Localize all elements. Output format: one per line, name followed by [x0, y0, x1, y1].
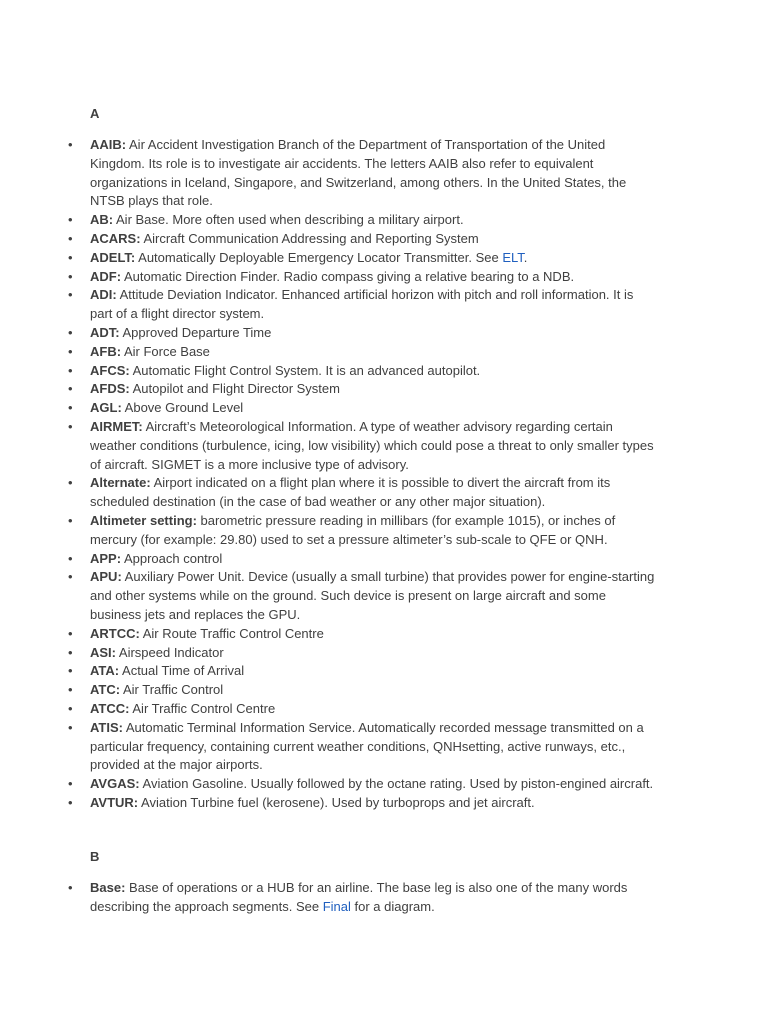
glossary-term: ADI:	[90, 287, 117, 303]
glossary-definition: Automatic Terminal Information Service. Automatically recorded message transmitted on a particular frequency, containing current weather conditions, QNHsetting, active runways, etc., provided at the major airports.	[90, 719, 644, 773]
glossary-definition: Automatic Flight Control System. It is an advanced autopilot.	[129, 362, 481, 378]
glossary-entry	[90, 719, 656, 775]
glossary-term: AB:	[90, 212, 114, 228]
glossary-definition: Aircraft’s Meteorological Information. A type of weather advisory regarding certain weather conditions (turbulence, icing, low visibility) which could pose a threat to only smaller types of aircraft. SIGMET is a more inclusive type of advisory.	[90, 418, 654, 472]
glossary-term: AFB:	[90, 343, 122, 359]
glossary-entry	[90, 136, 656, 211]
glossary-definition: Autopilot and Flight Director System	[129, 381, 340, 397]
glossary-definition: Air Traffic Control	[120, 682, 224, 698]
glossary-definition-tail: .	[523, 249, 528, 265]
glossary-entry	[90, 568, 656, 624]
glossary-entry	[90, 268, 656, 287]
glossary-term: APU:	[90, 569, 122, 585]
glossary-term: AIRMET:	[90, 418, 143, 434]
glossary-term: ADF:	[90, 268, 122, 284]
cross-reference-link[interactable]: Final	[322, 898, 351, 914]
glossary-definition-tail: for a diagram.	[350, 898, 435, 914]
glossary-entry	[90, 644, 656, 663]
glossary-entry	[90, 211, 656, 230]
glossary-list-b	[90, 879, 656, 917]
glossary-definition: Actual Time of Arrival	[119, 663, 245, 679]
glossary-entry	[90, 474, 656, 512]
glossary-entry	[90, 343, 656, 362]
glossary-entry	[90, 775, 656, 794]
glossary-definition: Aviation Turbine fuel (kerosene). Used by turboprops and jet aircraft.	[138, 794, 535, 810]
glossary-entry	[90, 380, 656, 399]
glossary-definition: Air Force Base	[121, 343, 210, 359]
glossary-term: ATA:	[90, 663, 120, 679]
glossary-definition: Approach control	[121, 550, 223, 566]
glossary-entry	[90, 550, 656, 569]
glossary-entry	[90, 879, 656, 917]
glossary-definition: Aircraft Communication Addressing and Reporting System	[140, 230, 479, 246]
glossary-entry	[90, 625, 656, 644]
cross-reference-link[interactable]: ELT	[502, 249, 524, 265]
glossary-term: ASI:	[90, 644, 116, 660]
glossary-term: Base:	[90, 880, 126, 895]
glossary-term: ATIS:	[90, 719, 123, 735]
glossary-definition: Air Route Traffic Control Centre	[139, 625, 324, 641]
glossary-term: ADT:	[90, 324, 120, 340]
glossary-term: ACARS:	[90, 230, 141, 246]
glossary-entry	[90, 794, 656, 813]
glossary-entry	[90, 512, 656, 550]
glossary-term: AVTUR:	[90, 794, 139, 810]
section-heading-b: B	[90, 849, 100, 864]
glossary-term: APP:	[90, 550, 122, 566]
glossary-term: AGL:	[90, 400, 122, 416]
glossary-entry	[90, 362, 656, 381]
glossary-entry	[90, 681, 656, 700]
glossary-term: ATCC:	[90, 700, 130, 716]
glossary-definition: Air Traffic Control Centre	[129, 700, 276, 716]
glossary-definition: Approved Departure Time	[119, 324, 272, 340]
glossary-term: AAIB:	[90, 137, 127, 152]
glossary-definition: Airspeed Indicator	[116, 644, 224, 660]
glossary-entry	[90, 700, 656, 719]
glossary-entry	[90, 286, 656, 324]
glossary-definition: Airport indicated on a flight plan where it is possible to divert the aircraft from its scheduled destination (in the case of bad weather or any other major situation).	[90, 475, 611, 510]
glossary-entry	[90, 324, 656, 343]
glossary-entry	[90, 418, 656, 474]
glossary-definition: Auxiliary Power Unit. Device (usually a small turbine) that provides power for engine-starting and other systems while on the ground. Such device is present on large aircraft and some business jets and replaces the GPU.	[90, 569, 655, 622]
glossary-definition: Air Accident Investigation Branch of the Department of Transportation of the United Kingdom. Its role is to investigate air accidents. The letters AAIB also refer to equivalent organizations in Iceland, Singapore, and Switzerland, among others. In the United States, the NTSB plays that role.	[90, 137, 627, 209]
glossary-term: ARTCC:	[90, 625, 140, 641]
glossary-term: AFDS:	[90, 381, 130, 397]
glossary-definition: barometric pressure reading in millibars (for example 1015), or inches of mercury (for example: 29.80) used to set a pressure altimeter’s sub-scale to QFE or QNH.	[90, 512, 616, 547]
glossary-definition: Aviation Gasoline. Usually followed by the octane rating. Used by piston-engined aircraft.	[139, 776, 654, 792]
glossary-definition: Automatically Deployable Emergency Locator Transmitter. See	[135, 249, 503, 265]
glossary-definition: Attitude Deviation Indicator. Enhanced artificial horizon with pitch and roll information. It is part of a flight director system.	[90, 287, 634, 322]
glossary-term: ADELT:	[90, 249, 136, 265]
glossary-definition: Air Base. More often used when describing a military airport.	[113, 212, 464, 228]
section-heading-a: A	[90, 106, 100, 121]
glossary-entry	[90, 399, 656, 418]
glossary-list-a	[90, 136, 656, 813]
glossary-term: AVGAS:	[90, 776, 140, 792]
glossary-entry	[90, 249, 656, 268]
glossary-definition: Above Ground Level	[121, 400, 244, 416]
glossary-term: ATC:	[90, 682, 121, 698]
glossary-entry	[90, 230, 656, 249]
glossary-definition: Base of operations or a HUB for an airline. The base leg is also one of the many words describing the approach segments. See	[90, 880, 628, 914]
glossary-entry	[90, 662, 656, 681]
glossary-term: Altimeter setting:	[90, 512, 197, 528]
glossary-definition: Automatic Direction Finder. Radio compass giving a relative bearing to a NDB.	[121, 268, 575, 284]
glossary-term: AFCS:	[90, 362, 130, 378]
glossary-term: Alternate:	[90, 475, 151, 491]
